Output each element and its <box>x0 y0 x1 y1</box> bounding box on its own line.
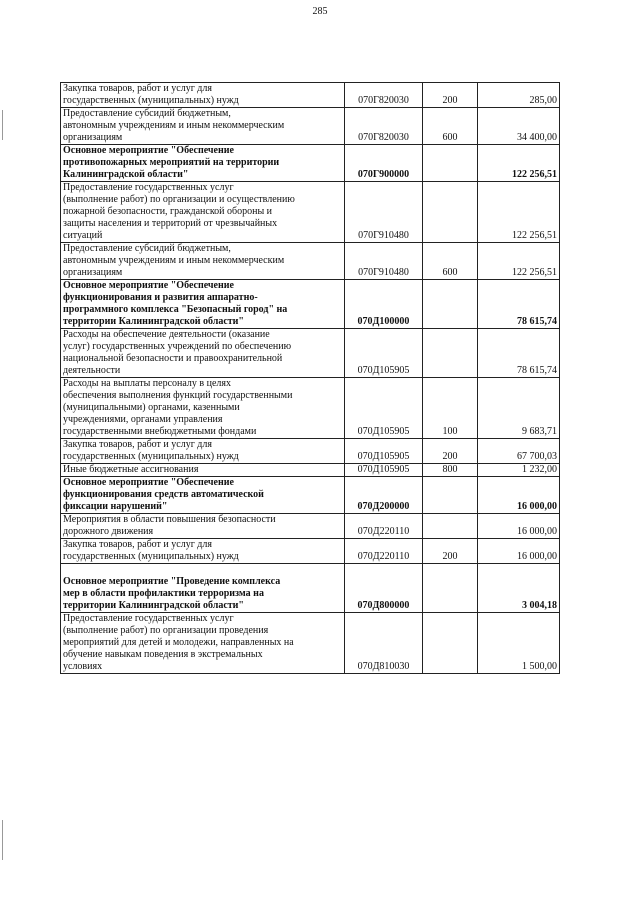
row-code: 070Д810030 <box>345 613 423 674</box>
row-amount: 1 500,00 <box>478 613 560 674</box>
row-amount: 67 700,03 <box>478 439 560 464</box>
table-row <box>61 439 560 464</box>
row-amount: 122 256,51 <box>478 243 560 280</box>
table-row <box>61 564 560 613</box>
row-expense-type <box>423 329 478 378</box>
row-name: Иные бюджетные ассигнования <box>61 464 345 477</box>
page-number: 285 <box>312 6 328 17</box>
scan-artifact <box>2 110 3 140</box>
row-expense-type <box>423 564 478 613</box>
budget-table-body <box>61 83 560 674</box>
row-code: 070Г820030 <box>345 83 423 108</box>
row-expense-type <box>423 280 478 329</box>
row-name: Мероприятия в области повышения безопасности дорожного движения <box>61 514 345 539</box>
row-code: 070Д105905 <box>345 329 423 378</box>
row-code: 070Д105905 <box>345 378 423 439</box>
row-name: Закупка товаров, работ и услуг для государственных (муниципальных) нужд <box>61 83 345 108</box>
row-code: 070Г900000 <box>345 145 423 182</box>
table-row <box>61 539 560 564</box>
table-row <box>61 464 560 477</box>
table-row <box>61 514 560 539</box>
row-name: Основное мероприятие "Обеспечение функционирования средств автоматической фиксации нарушений" <box>61 477 345 514</box>
row-code: 070Д220110 <box>345 514 423 539</box>
row-amount: 16 000,00 <box>478 477 560 514</box>
row-amount: 9 683,71 <box>478 378 560 439</box>
row-code: 070Г910480 <box>345 243 423 280</box>
row-amount: 3 004,18 <box>478 564 560 613</box>
row-name: Основное мероприятие "Обеспечение функционирования и развития аппаратно- программного комплекса "Безопасный город" на территории Калининградской области" <box>61 280 345 329</box>
row-expense-type: 100 <box>423 378 478 439</box>
scan-artifact <box>2 820 3 860</box>
row-code: 070Д105905 <box>345 464 423 477</box>
row-name: Расходы на выплаты персоналу в целях обеспечения выполнения функций государственными (муниципальными) органами, казенными учреждениями, органами управления государственными внебюджетными фондами <box>61 378 345 439</box>
row-expense-type <box>423 514 478 539</box>
row-amount: 34 400,00 <box>478 108 560 145</box>
table-row <box>61 378 560 439</box>
budget-table <box>60 82 560 674</box>
row-code: 070Д220110 <box>345 539 423 564</box>
row-expense-type <box>423 182 478 243</box>
row-name: Закупка товаров, работ и услуг для государственных (муниципальных) нужд <box>61 539 345 564</box>
row-amount: 122 256,51 <box>478 145 560 182</box>
row-amount: 78 615,74 <box>478 329 560 378</box>
row-amount: 16 000,00 <box>478 514 560 539</box>
row-amount: 1 232,00 <box>478 464 560 477</box>
table-row <box>61 243 560 280</box>
table-row <box>61 182 560 243</box>
row-code: 070Г910480 <box>345 182 423 243</box>
row-name: Предоставление государственных услуг (выполнение работ) по организации проведения мероприятий для детей и молодежи, направленных на обучение навыкам поведения в экстремальных условиях <box>61 613 345 674</box>
row-amount: 78 615,74 <box>478 280 560 329</box>
row-code: 070Г820030 <box>345 108 423 145</box>
row-name: Расходы на обеспечение деятельности (оказание услуг) государственных учреждений по обеспечению национальной безопасности и правоохранительной деятельности <box>61 329 345 378</box>
row-amount: 122 256,51 <box>478 182 560 243</box>
table-row <box>61 108 560 145</box>
row-amount: 16 000,00 <box>478 539 560 564</box>
table-row <box>61 329 560 378</box>
row-code: 070Д105905 <box>345 439 423 464</box>
row-expense-type: 600 <box>423 243 478 280</box>
row-code: 070Д800000 <box>345 564 423 613</box>
row-code: 070Д200000 <box>345 477 423 514</box>
row-name: Предоставление субсидий бюджетным, автономным учреждениям и иным некоммерческим организациям <box>61 243 345 280</box>
row-expense-type: 200 <box>423 83 478 108</box>
table-row <box>61 477 560 514</box>
row-expense-type <box>423 477 478 514</box>
row-name: Предоставление субсидий бюджетным, автономным учреждениям и иным некоммерческим организациям <box>61 108 345 145</box>
table-row <box>61 280 560 329</box>
table-row <box>61 83 560 108</box>
row-code: 070Д100000 <box>345 280 423 329</box>
row-expense-type: 800 <box>423 464 478 477</box>
row-expense-type: 200 <box>423 539 478 564</box>
row-name: Предоставление государственных услуг (выполнение работ) по организации и осуществлению пожарной безопасности, гражданской обороны и защиты населения и территорий от чрезвычайных ситуаций <box>61 182 345 243</box>
row-name: Основное мероприятие "Проведение комплекса мер в области профилактики терроризма на территории Калининградской области" <box>61 564 345 613</box>
row-amount: 285,00 <box>478 83 560 108</box>
row-expense-type <box>423 613 478 674</box>
table-row <box>61 613 560 674</box>
row-expense-type <box>423 145 478 182</box>
row-name: Закупка товаров, работ и услуг для государственных (муниципальных) нужд <box>61 439 345 464</box>
row-name: Основное мероприятие "Обеспечение противопожарных мероприятий на территории Калининградской области" <box>61 145 345 182</box>
row-expense-type: 200 <box>423 439 478 464</box>
row-expense-type: 600 <box>423 108 478 145</box>
table-row <box>61 145 560 182</box>
